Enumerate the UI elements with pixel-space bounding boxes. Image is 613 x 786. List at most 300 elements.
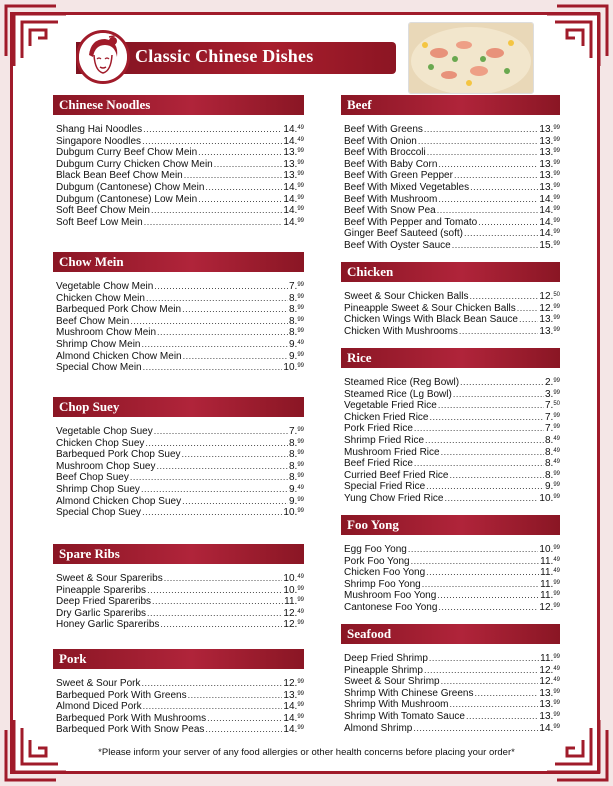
price-dollars: 14. bbox=[539, 193, 554, 205]
price-dollars: 9. bbox=[288, 495, 298, 507]
menu-item bbox=[344, 711, 560, 723]
dish-price bbox=[545, 377, 560, 389]
dish-name: Dubgum Curry Beef Chow Mein bbox=[56, 147, 198, 159]
dish-name: Beef With Mushroom bbox=[344, 193, 438, 205]
price-dollars: 13. bbox=[283, 170, 298, 182]
dish-name: Barbequed Pork Chop Suey bbox=[56, 449, 181, 461]
leader-dots bbox=[152, 596, 283, 608]
dish-name: Shrimp Chow Mein bbox=[56, 338, 141, 350]
dish-name: Yung Chow Fried Rice bbox=[344, 492, 444, 504]
dish-name: Almond Shrimp bbox=[344, 722, 413, 734]
dish-name: Almond Chicken Chop Suey bbox=[56, 495, 182, 507]
price-cents: 49 bbox=[553, 665, 560, 672]
price-cents: 49 bbox=[553, 568, 560, 575]
chef-woman-logo-icon bbox=[76, 30, 130, 84]
price-dollars: 10. bbox=[283, 584, 298, 596]
dish-name: Vegetable Fried Rice bbox=[344, 400, 437, 412]
dish-price bbox=[539, 602, 560, 614]
dish-price bbox=[539, 493, 560, 505]
dish-price bbox=[283, 170, 304, 182]
dish-name: Deep Fried Shrimp bbox=[344, 653, 428, 664]
leader-dots bbox=[145, 438, 288, 450]
leader-dots bbox=[426, 567, 539, 579]
dish-price bbox=[289, 496, 304, 508]
leader-dots bbox=[143, 362, 283, 374]
leader-dots bbox=[184, 170, 283, 182]
dish-name: Steamed Rice (Reg Bowl) bbox=[344, 377, 460, 388]
menu-item bbox=[56, 159, 304, 171]
price-cents: 99 bbox=[297, 282, 304, 288]
leader-dots bbox=[449, 699, 538, 711]
fried-rice-photo bbox=[408, 22, 534, 94]
leader-dots bbox=[205, 182, 282, 194]
price-cents: 99 bbox=[553, 545, 560, 551]
dish-name: Mushroom Chow Mein bbox=[56, 327, 157, 339]
dish-price bbox=[283, 217, 304, 229]
price-dollars: 8. bbox=[288, 437, 298, 449]
leader-dots bbox=[418, 136, 539, 148]
leader-dots bbox=[198, 147, 282, 159]
price-dollars: 12. bbox=[283, 619, 298, 631]
dish-name: Dubgum (Cantonese) Low Mein bbox=[56, 193, 198, 205]
leader-dots bbox=[425, 435, 544, 447]
price-cents: 99 bbox=[297, 585, 304, 592]
dish-price bbox=[289, 472, 304, 484]
menu-item bbox=[344, 314, 560, 326]
leader-dots bbox=[411, 556, 540, 568]
dish-price bbox=[283, 678, 304, 690]
dish-name: Dry Garlic Spareribs bbox=[56, 607, 147, 619]
dish-price bbox=[283, 713, 304, 725]
price-cents: 99 bbox=[553, 482, 560, 489]
menu-item bbox=[344, 389, 560, 401]
price-cents: 99 bbox=[553, 136, 560, 143]
leader-dots bbox=[205, 724, 282, 736]
price-dollars: 8. bbox=[288, 449, 298, 461]
dish-name: Beef With Snow Pea bbox=[344, 205, 436, 217]
leader-dots bbox=[142, 136, 282, 148]
menu-item bbox=[56, 182, 304, 194]
dish-price bbox=[545, 447, 560, 459]
price-dollars: 10. bbox=[283, 507, 298, 519]
price-cents: 99 bbox=[553, 240, 560, 247]
page-title: Classic Chinese Dishes bbox=[135, 46, 314, 66]
price-cents: 99 bbox=[553, 470, 560, 477]
price-dollars: 11. bbox=[540, 590, 554, 602]
leader-dots bbox=[517, 303, 539, 315]
price-dollars: 8. bbox=[288, 292, 298, 304]
menu-item bbox=[344, 377, 560, 389]
menu-item-list bbox=[341, 544, 560, 614]
price-dollars: 12. bbox=[539, 291, 554, 302]
leader-dots bbox=[154, 426, 288, 438]
leader-dots bbox=[441, 676, 539, 688]
dish-price bbox=[540, 567, 560, 579]
price-dollars: 8. bbox=[288, 460, 298, 472]
menu-item bbox=[344, 567, 560, 579]
price-cents: 99 bbox=[553, 378, 560, 384]
section-title: Seafood bbox=[341, 624, 560, 644]
price-cents: 50 bbox=[553, 401, 560, 408]
dish-name: Special Chop Suey bbox=[56, 507, 142, 519]
leader-dots bbox=[460, 377, 544, 389]
menu-item bbox=[344, 602, 560, 614]
menu-section-chop-suey bbox=[53, 397, 304, 519]
menu-item bbox=[56, 362, 304, 374]
dish-price bbox=[539, 205, 560, 217]
menu-item bbox=[344, 458, 560, 470]
price-cents: 99 bbox=[553, 315, 560, 322]
dish-price bbox=[539, 699, 560, 711]
price-dollars: 8. bbox=[544, 446, 554, 458]
dish-price bbox=[289, 327, 304, 339]
menu-item bbox=[56, 351, 304, 363]
price-dollars: 13. bbox=[539, 124, 554, 135]
price-cents: 99 bbox=[297, 713, 304, 720]
dish-name: Beef Chop Suey bbox=[56, 472, 129, 484]
price-dollars: 7. bbox=[288, 281, 298, 292]
price-dollars: 14. bbox=[539, 205, 554, 217]
menu-item bbox=[344, 136, 560, 148]
price-dollars: 14. bbox=[539, 228, 554, 240]
leader-dots bbox=[438, 194, 538, 206]
leader-dots bbox=[454, 170, 538, 182]
dish-price bbox=[539, 723, 560, 735]
price-cents: 99 bbox=[297, 182, 304, 189]
dish-price bbox=[539, 665, 560, 677]
leader-dots bbox=[207, 713, 282, 725]
dish-name: Cantonese Foo Yong bbox=[344, 601, 438, 613]
dish-price bbox=[284, 596, 304, 608]
leader-dots bbox=[438, 400, 544, 412]
price-dollars: 8. bbox=[288, 472, 298, 484]
price-cents: 99 bbox=[553, 579, 560, 586]
price-cents: 99 bbox=[297, 508, 304, 515]
dish-price bbox=[283, 194, 304, 206]
dish-price bbox=[283, 159, 304, 171]
menu-item bbox=[344, 182, 560, 194]
dish-price bbox=[289, 281, 304, 293]
dish-name: Beef With Baby Corn bbox=[344, 158, 438, 170]
price-cents: 99 bbox=[297, 438, 304, 445]
leader-dots bbox=[437, 590, 539, 602]
menu-item bbox=[56, 596, 304, 608]
price-dollars: 8. bbox=[544, 458, 554, 470]
dish-price bbox=[545, 400, 560, 412]
price-cents: 99 bbox=[297, 171, 304, 178]
dish-price bbox=[289, 339, 304, 351]
price-cents: 50 bbox=[553, 292, 560, 298]
dish-name: Soft Beef Chow Mein bbox=[56, 205, 150, 217]
price-cents: 99 bbox=[297, 328, 304, 335]
leader-dots bbox=[151, 205, 282, 217]
leader-dots bbox=[519, 314, 538, 326]
price-cents: 99 bbox=[297, 159, 304, 166]
price-cents: 99 bbox=[297, 363, 304, 370]
leader-dots bbox=[478, 217, 538, 229]
dish-name: Beef Chow Mein bbox=[56, 315, 130, 327]
menu-item bbox=[56, 690, 304, 702]
menu-item bbox=[344, 423, 560, 435]
leader-dots bbox=[414, 458, 544, 470]
menu-section-chicken bbox=[341, 262, 560, 337]
price-cents: 99 bbox=[297, 702, 304, 709]
dish-price bbox=[283, 573, 304, 585]
dish-price bbox=[283, 362, 304, 374]
price-dollars: 8. bbox=[288, 304, 298, 316]
leader-dots bbox=[424, 124, 538, 136]
dish-price bbox=[539, 676, 560, 688]
dish-name: Sweet & Sour Chicken Balls bbox=[344, 291, 469, 302]
price-dollars: 13. bbox=[539, 314, 554, 326]
price-cents: 99 bbox=[297, 450, 304, 457]
price-cents: 99 bbox=[553, 303, 560, 310]
dish-price bbox=[540, 590, 560, 602]
menu-section-foo-yong bbox=[341, 515, 560, 614]
price-cents: 99 bbox=[553, 194, 560, 201]
price-dollars: 13. bbox=[539, 325, 554, 337]
price-cents: 99 bbox=[297, 679, 304, 685]
leader-dots bbox=[427, 147, 539, 159]
menu-item bbox=[56, 449, 304, 461]
menu-section-chow-mein bbox=[53, 252, 304, 374]
dish-price bbox=[289, 484, 304, 496]
price-cents: 99 bbox=[297, 194, 304, 201]
price-dollars: 9. bbox=[288, 350, 298, 362]
menu-item bbox=[344, 556, 560, 568]
dish-name: Shrimp With Mushroom bbox=[344, 699, 449, 711]
dish-name: Pork Foo Yong bbox=[344, 555, 410, 567]
menu-item bbox=[344, 159, 560, 171]
dish-name: Dubgum (Cantonese) Chow Mein bbox=[56, 181, 205, 193]
leader-dots bbox=[183, 351, 288, 363]
dish-price bbox=[545, 389, 560, 401]
dish-name: Singapore Noodles bbox=[56, 135, 142, 147]
menu-item bbox=[56, 147, 304, 159]
price-dollars: 14. bbox=[283, 701, 298, 713]
leader-dots bbox=[424, 665, 538, 677]
dish-price bbox=[283, 147, 304, 159]
menu-item bbox=[56, 484, 304, 496]
dish-name: Dubgum Curry Chicken Chow Mein bbox=[56, 158, 213, 170]
menu-item bbox=[56, 170, 304, 182]
leader-dots bbox=[147, 585, 282, 597]
leader-dots bbox=[214, 159, 283, 171]
leader-dots bbox=[164, 573, 283, 585]
leader-dots bbox=[437, 205, 539, 217]
price-cents: 99 bbox=[297, 597, 304, 604]
dish-price bbox=[539, 291, 560, 303]
price-cents: 49 bbox=[297, 608, 304, 615]
leader-dots bbox=[141, 678, 282, 690]
price-dollars: 8. bbox=[288, 327, 298, 339]
dish-name: Shrimp With Chinese Greens bbox=[344, 687, 474, 699]
dish-price bbox=[539, 170, 560, 182]
price-cents: 99 bbox=[553, 412, 560, 419]
dish-price bbox=[539, 326, 560, 338]
section-title: Chop Suey bbox=[53, 397, 304, 417]
menu-item bbox=[344, 435, 560, 447]
price-cents: 99 bbox=[553, 723, 560, 730]
price-cents: 99 bbox=[553, 493, 560, 500]
dish-price bbox=[283, 124, 304, 136]
leader-dots bbox=[452, 240, 539, 252]
dish-price bbox=[539, 124, 560, 136]
dish-name: Beef With Green Pepper bbox=[344, 170, 453, 182]
dish-price bbox=[545, 412, 560, 424]
price-dollars: 9. bbox=[288, 483, 298, 495]
dish-price bbox=[283, 724, 304, 736]
price-dollars: 11. bbox=[284, 596, 298, 608]
menu-item bbox=[344, 228, 560, 240]
section-title: Pork bbox=[53, 649, 304, 669]
menu-item bbox=[344, 665, 560, 677]
price-cents: 99 bbox=[553, 326, 560, 333]
leader-dots bbox=[426, 481, 544, 493]
section-title: Spare Ribs bbox=[53, 544, 304, 564]
menu-item bbox=[56, 327, 304, 339]
price-cents: 99 bbox=[553, 591, 560, 598]
dish-name: Ginger Beef Sauteed (soft) bbox=[344, 228, 463, 240]
dish-name: Vegetable Chop Suey bbox=[56, 426, 153, 437]
dish-price bbox=[283, 608, 304, 620]
leader-dots bbox=[466, 711, 538, 723]
menu-item bbox=[56, 136, 304, 148]
dish-name: Sweet & Sour Shrimp bbox=[344, 676, 440, 688]
dish-name: Shrimp Chop Suey bbox=[56, 483, 140, 495]
price-dollars: 7. bbox=[544, 400, 554, 412]
dish-price bbox=[545, 423, 560, 435]
price-dollars: 10. bbox=[539, 492, 554, 504]
price-dollars: 15. bbox=[539, 239, 554, 251]
dish-name: Shrimp Foo Yong bbox=[344, 578, 421, 590]
section-title: Chicken bbox=[341, 262, 560, 282]
dish-price bbox=[283, 507, 304, 519]
menu-item bbox=[56, 472, 304, 484]
price-cents: 99 bbox=[553, 171, 560, 178]
dish-name: Barbequed Pork With Snow Peas bbox=[56, 724, 205, 736]
dish-price bbox=[283, 136, 304, 148]
leader-dots bbox=[429, 412, 543, 424]
leader-dots bbox=[147, 608, 282, 620]
dish-price bbox=[539, 228, 560, 240]
price-dollars: 2. bbox=[544, 377, 554, 388]
price-dollars: 10. bbox=[283, 362, 298, 374]
menu-item bbox=[344, 291, 560, 303]
menu-item bbox=[344, 400, 560, 412]
price-dollars: 11. bbox=[540, 567, 554, 579]
menu-item bbox=[56, 678, 304, 690]
leader-dots bbox=[157, 461, 288, 473]
dish-price bbox=[283, 182, 304, 194]
dish-name: Barbequed Pork Chow Mein bbox=[56, 304, 182, 316]
dish-name: Black Bean Beef Chow Mein bbox=[56, 170, 183, 182]
dish-name: Deep Fried Spareribs bbox=[56, 596, 152, 608]
dish-name: Shrimp With Tomato Sauce bbox=[344, 710, 465, 722]
dish-price bbox=[539, 194, 560, 206]
dish-name: Sweet & Sour Pork bbox=[56, 678, 141, 689]
menu-item-list bbox=[53, 281, 304, 374]
price-dollars: 12. bbox=[283, 607, 298, 619]
menu-item bbox=[56, 573, 304, 585]
menu-item bbox=[344, 688, 560, 700]
dish-name: Honey Garlic Spareribs bbox=[56, 619, 160, 631]
leader-dots bbox=[453, 389, 544, 401]
leader-dots bbox=[141, 484, 288, 496]
menu-item-list bbox=[53, 678, 304, 736]
leader-dots bbox=[413, 723, 538, 735]
price-dollars: 10. bbox=[539, 544, 554, 555]
section-title: Rice bbox=[341, 348, 560, 368]
price-dollars: 14. bbox=[283, 124, 298, 135]
menu-item bbox=[56, 507, 304, 519]
price-dollars: 13. bbox=[539, 699, 554, 711]
menu-item bbox=[56, 438, 304, 450]
price-cents: 99 bbox=[553, 217, 560, 224]
price-cents: 49 bbox=[297, 484, 304, 491]
dish-price bbox=[539, 688, 560, 700]
menu-item bbox=[344, 326, 560, 338]
dish-name: Pineapple Sweet & Sour Chicken Balls bbox=[344, 302, 516, 314]
dish-name: Mushroom Chop Suey bbox=[56, 460, 156, 472]
menu-item-list bbox=[53, 573, 304, 631]
price-dollars: 12. bbox=[539, 601, 554, 613]
price-dollars: 3. bbox=[544, 388, 554, 400]
dish-name: Mushroom Fried Rice bbox=[344, 446, 440, 458]
price-dollars: 14. bbox=[283, 712, 298, 724]
leader-dots bbox=[143, 124, 282, 136]
leader-dots bbox=[143, 701, 283, 713]
dish-price bbox=[539, 159, 560, 171]
dish-name: Beef With Oyster Sauce bbox=[344, 239, 451, 251]
dish-name: Egg Foo Yong bbox=[344, 544, 407, 555]
price-dollars: 13. bbox=[539, 170, 554, 182]
price-dollars: 9. bbox=[544, 481, 554, 493]
dish-name: Vegetable Chow Mein bbox=[56, 281, 154, 292]
dish-name: Chicken Foo Yong bbox=[344, 567, 426, 579]
menu-item bbox=[344, 170, 560, 182]
menu-item bbox=[56, 281, 304, 293]
price-dollars: 14. bbox=[539, 722, 554, 734]
dish-price bbox=[283, 585, 304, 597]
menu-item bbox=[344, 723, 560, 735]
price-cents: 99 bbox=[297, 305, 304, 312]
menu-section-rice bbox=[341, 348, 560, 505]
price-cents: 99 bbox=[553, 602, 560, 609]
menu-item bbox=[344, 653, 560, 665]
leader-dots bbox=[130, 472, 288, 484]
leader-dots bbox=[160, 619, 282, 631]
menu-item bbox=[56, 316, 304, 328]
price-cents: 49 bbox=[297, 574, 304, 580]
leader-dots bbox=[188, 690, 283, 702]
price-cents: 99 bbox=[553, 229, 560, 236]
dish-price bbox=[540, 579, 560, 591]
menu-item bbox=[344, 470, 560, 482]
dish-price bbox=[545, 470, 560, 482]
price-cents: 99 bbox=[553, 424, 560, 431]
dish-price bbox=[283, 690, 304, 702]
menu-section-spare-ribs bbox=[53, 544, 304, 631]
section-title: Chow Mein bbox=[53, 252, 304, 272]
dish-price bbox=[539, 303, 560, 315]
leader-dots bbox=[441, 447, 544, 459]
menu-section-chinese-noodles bbox=[53, 95, 304, 228]
menu-item bbox=[56, 724, 304, 736]
leader-dots bbox=[141, 339, 287, 351]
leader-dots bbox=[464, 228, 538, 240]
price-cents: 49 bbox=[553, 447, 560, 454]
